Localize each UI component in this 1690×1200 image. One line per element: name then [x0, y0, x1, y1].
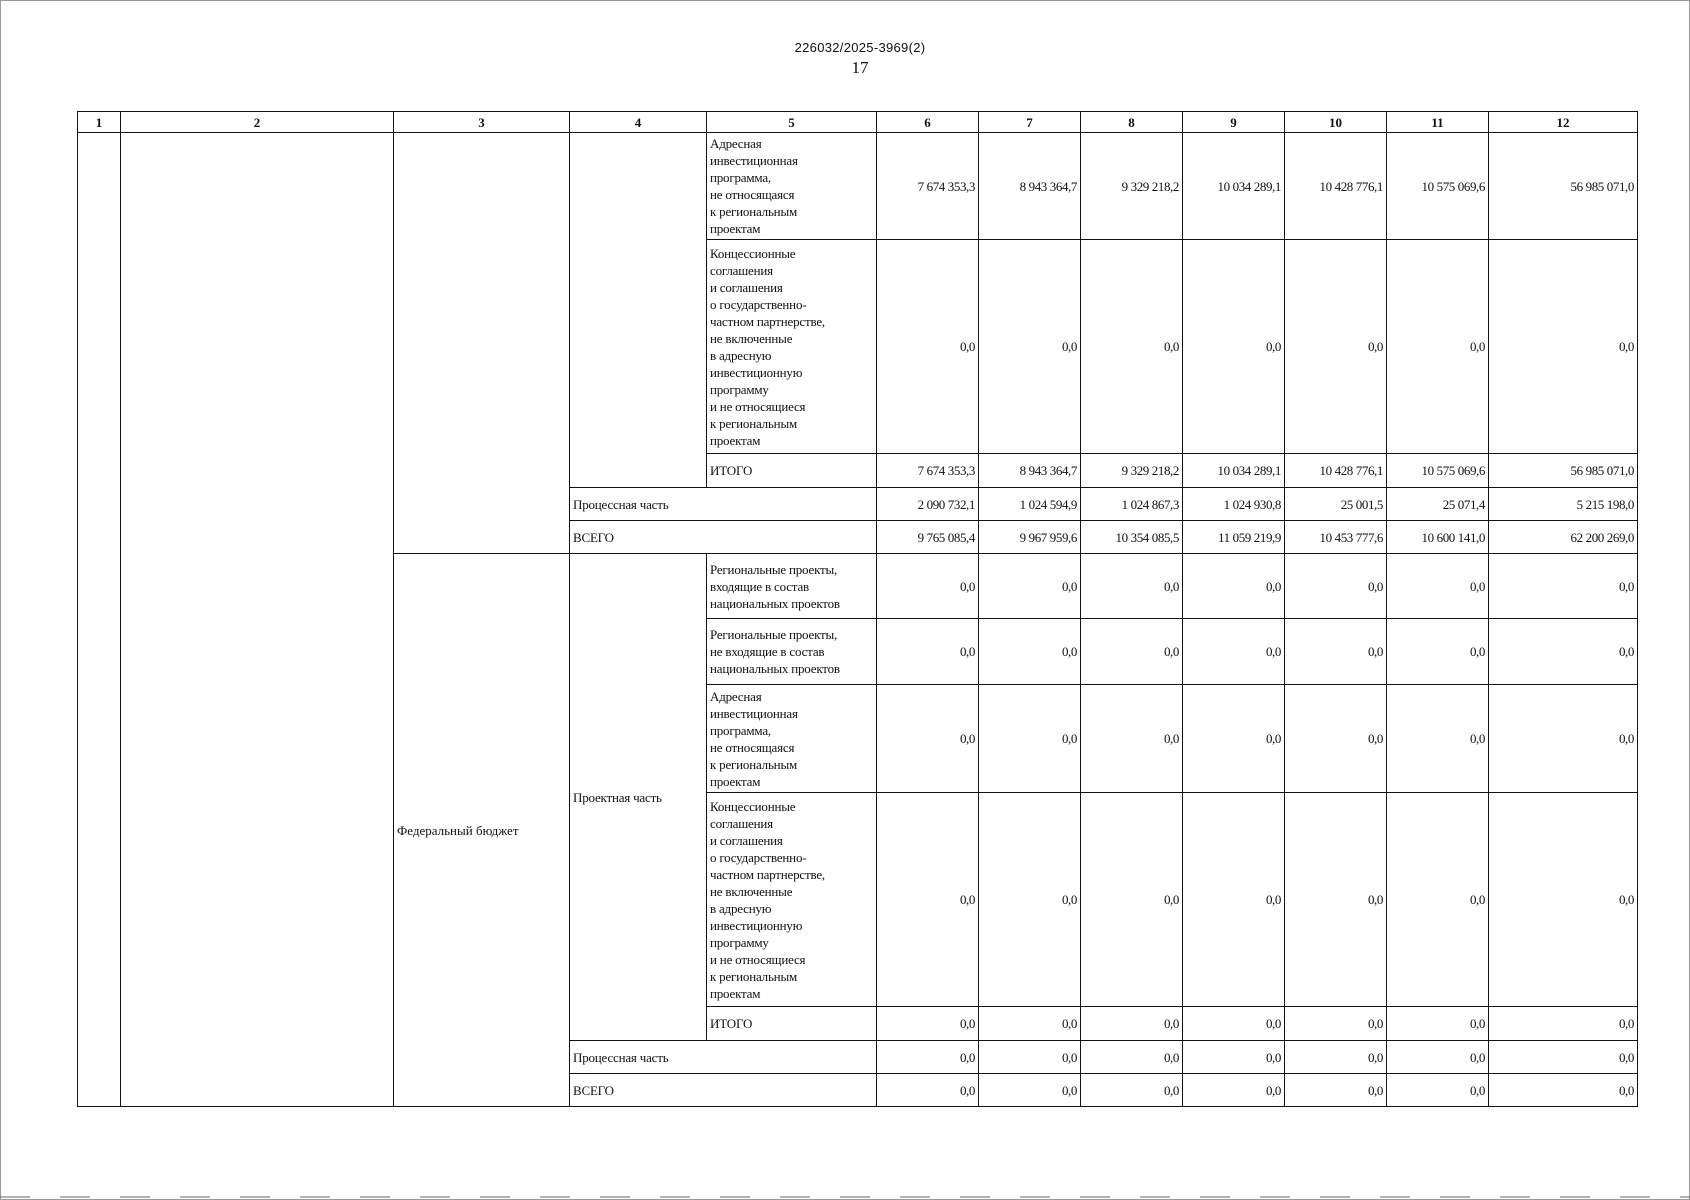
value-cell: 0,0 [877, 554, 979, 619]
value-cell: 0,0 [1183, 1041, 1285, 1074]
value-cell: 10 354 085,5 [1081, 521, 1183, 554]
row-label: Концессионные соглашения и соглашения о государственно- частном партнерстве, не включенные в адресную инвестиционную программу и не относящиеся к региональным проектам [707, 793, 877, 1007]
budget-table [77, 111, 1638, 1107]
value-cell: 25 071,4 [1387, 488, 1489, 521]
project-part-cell-continued [570, 133, 707, 488]
value-cell: 0,0 [1183, 1007, 1285, 1041]
value-cell: 1 024 594,9 [979, 488, 1081, 521]
value-cell: 10 034 289,1 [1183, 133, 1285, 240]
value-cell: 0,0 [1285, 1074, 1387, 1107]
value-cell: 0,0 [877, 1007, 979, 1041]
column-number: 12 [1489, 112, 1638, 133]
value-cell: 8 943 364,7 [979, 133, 1081, 240]
column-number: 10 [1285, 112, 1387, 133]
column-number: 7 [979, 112, 1081, 133]
value-cell: 0,0 [1081, 1074, 1183, 1107]
value-cell: 0,0 [1285, 554, 1387, 619]
value-cell: 0,0 [1081, 554, 1183, 619]
column-number: 1 [78, 112, 121, 133]
value-cell: 0,0 [979, 793, 1081, 1007]
value-cell: 0,0 [877, 1074, 979, 1107]
value-cell: 0,0 [1183, 1074, 1285, 1107]
column-number: 9 [1183, 112, 1285, 133]
value-cell: 0,0 [1387, 685, 1489, 793]
value-cell: 0,0 [1183, 240, 1285, 454]
value-cell: 10 428 776,1 [1285, 454, 1387, 488]
value-cell: 0,0 [1387, 240, 1489, 454]
value-cell: 0,0 [1285, 240, 1387, 454]
funding-source-label: Федеральный бюджет [394, 554, 570, 1107]
value-cell: 0,0 [1489, 1041, 1638, 1074]
value-cell: 0,0 [1285, 619, 1387, 685]
value-cell: 62 200 269,0 [1489, 521, 1638, 554]
value-cell: 0,0 [877, 1041, 979, 1074]
value-cell: 0,0 [1285, 1007, 1387, 1041]
document-registration-number: 226032/2025-3969(2) [794, 40, 926, 55]
value-cell: 9 765 085,4 [877, 521, 979, 554]
column-number: 3 [394, 112, 570, 133]
total-label: ВСЕГО [570, 1074, 877, 1107]
value-cell: 0,0 [1081, 240, 1183, 454]
value-cell: 0,0 [1387, 1041, 1489, 1074]
total-label: ВСЕГО [570, 521, 877, 554]
value-cell: 10 034 289,1 [1183, 454, 1285, 488]
value-cell: 0,0 [1387, 1074, 1489, 1107]
project-part-label: Проектная часть [570, 554, 707, 1041]
value-cell: 0,0 [1489, 554, 1638, 619]
value-cell: 0,0 [1489, 793, 1638, 1007]
value-cell: 10 428 776,1 [1285, 133, 1387, 240]
value-cell: 11 059 219,9 [1183, 521, 1285, 554]
column-number: 2 [121, 112, 394, 133]
row-label: Концессионные соглашения и соглашения о государственно- частном партнерстве, не включенные в адресную инвестиционную программу и не относящиеся к региональным проектам [707, 240, 877, 454]
column-number-row [78, 112, 1638, 133]
value-cell: 56 985 071,0 [1489, 133, 1638, 240]
value-cell: 10 575 069,6 [1387, 454, 1489, 488]
value-cell: 9 967 959,6 [979, 521, 1081, 554]
value-cell: 10 575 069,6 [1387, 133, 1489, 240]
value-cell: 0,0 [1489, 1074, 1638, 1107]
column-number: 4 [570, 112, 707, 133]
column-number: 5 [707, 112, 877, 133]
value-cell: 0,0 [1387, 793, 1489, 1007]
column-number: 11 [1387, 112, 1489, 133]
value-cell: 0,0 [877, 685, 979, 793]
value-cell: 0,0 [979, 685, 1081, 793]
value-cell: 8 943 364,7 [979, 454, 1081, 488]
value-cell: 0,0 [1489, 1007, 1638, 1041]
value-cell: 0,0 [1081, 1007, 1183, 1041]
value-cell: 25 001,5 [1285, 488, 1387, 521]
value-cell: 0,0 [1285, 793, 1387, 1007]
value-cell: 10 453 777,6 [1285, 521, 1387, 554]
value-cell: 0,0 [1489, 240, 1638, 454]
column-number: 8 [1081, 112, 1183, 133]
value-cell: 0,0 [1081, 685, 1183, 793]
value-cell: 0,0 [1081, 793, 1183, 1007]
row-label: Адресная инвестиционная программа, не относящаяся к региональным проектам [707, 133, 877, 240]
column-number: 6 [877, 112, 979, 133]
row-label: Региональные проекты, не входящие в состав национальных проектов [707, 619, 877, 685]
value-cell: 0,0 [1285, 685, 1387, 793]
value-cell: 0,0 [1387, 554, 1489, 619]
value-cell: 0,0 [1183, 619, 1285, 685]
value-cell: 0,0 [1081, 619, 1183, 685]
row-label: ИТОГО [707, 1007, 877, 1041]
value-cell: 7 674 353,3 [877, 133, 979, 240]
value-cell: 0,0 [1183, 793, 1285, 1007]
value-cell: 10 600 141,0 [1387, 521, 1489, 554]
value-cell: 0,0 [979, 240, 1081, 454]
column-2-cell [121, 133, 394, 1107]
value-cell: 0,0 [979, 1041, 1081, 1074]
value-cell: 0,0 [979, 554, 1081, 619]
value-cell: 0,0 [877, 793, 979, 1007]
value-cell: 1 024 930,8 [1183, 488, 1285, 521]
row-label: ИТОГО [707, 454, 877, 488]
value-cell: 9 329 218,2 [1081, 454, 1183, 488]
row-label: Адресная инвестиционная программа, не относящаяся к региональным проектам [707, 685, 877, 793]
value-cell: 0,0 [979, 619, 1081, 685]
process-part-label: Процессная часть [570, 1041, 877, 1074]
value-cell: 0,0 [1183, 685, 1285, 793]
value-cell: 7 674 353,3 [877, 454, 979, 488]
scan-artifact-line [0, 1196, 1690, 1198]
value-cell: 0,0 [1489, 685, 1638, 793]
value-cell: 0,0 [979, 1007, 1081, 1041]
value-cell: 0,0 [877, 240, 979, 454]
table-row [78, 133, 1638, 240]
value-cell: 0,0 [979, 1074, 1081, 1107]
value-cell: 1 024 867,3 [1081, 488, 1183, 521]
value-cell: 9 329 218,2 [1081, 133, 1183, 240]
value-cell: 0,0 [1183, 554, 1285, 619]
value-cell: 56 985 071,0 [1489, 454, 1638, 488]
value-cell: 0,0 [1387, 1007, 1489, 1041]
value-cell: 5 215 198,0 [1489, 488, 1638, 521]
value-cell: 0,0 [1081, 1041, 1183, 1074]
page-number: 17 [851, 58, 869, 77]
source-cell-continued [394, 133, 570, 554]
value-cell: 0,0 [1285, 1041, 1387, 1074]
process-part-label: Процессная часть [570, 488, 877, 521]
value-cell: 0,0 [1489, 619, 1638, 685]
value-cell: 0,0 [1387, 619, 1489, 685]
value-cell: 0,0 [877, 619, 979, 685]
value-cell: 2 090 732,1 [877, 488, 979, 521]
column-1-cell [78, 133, 121, 1107]
row-label: Региональные проекты, входящие в состав национальных проектов [707, 554, 877, 619]
